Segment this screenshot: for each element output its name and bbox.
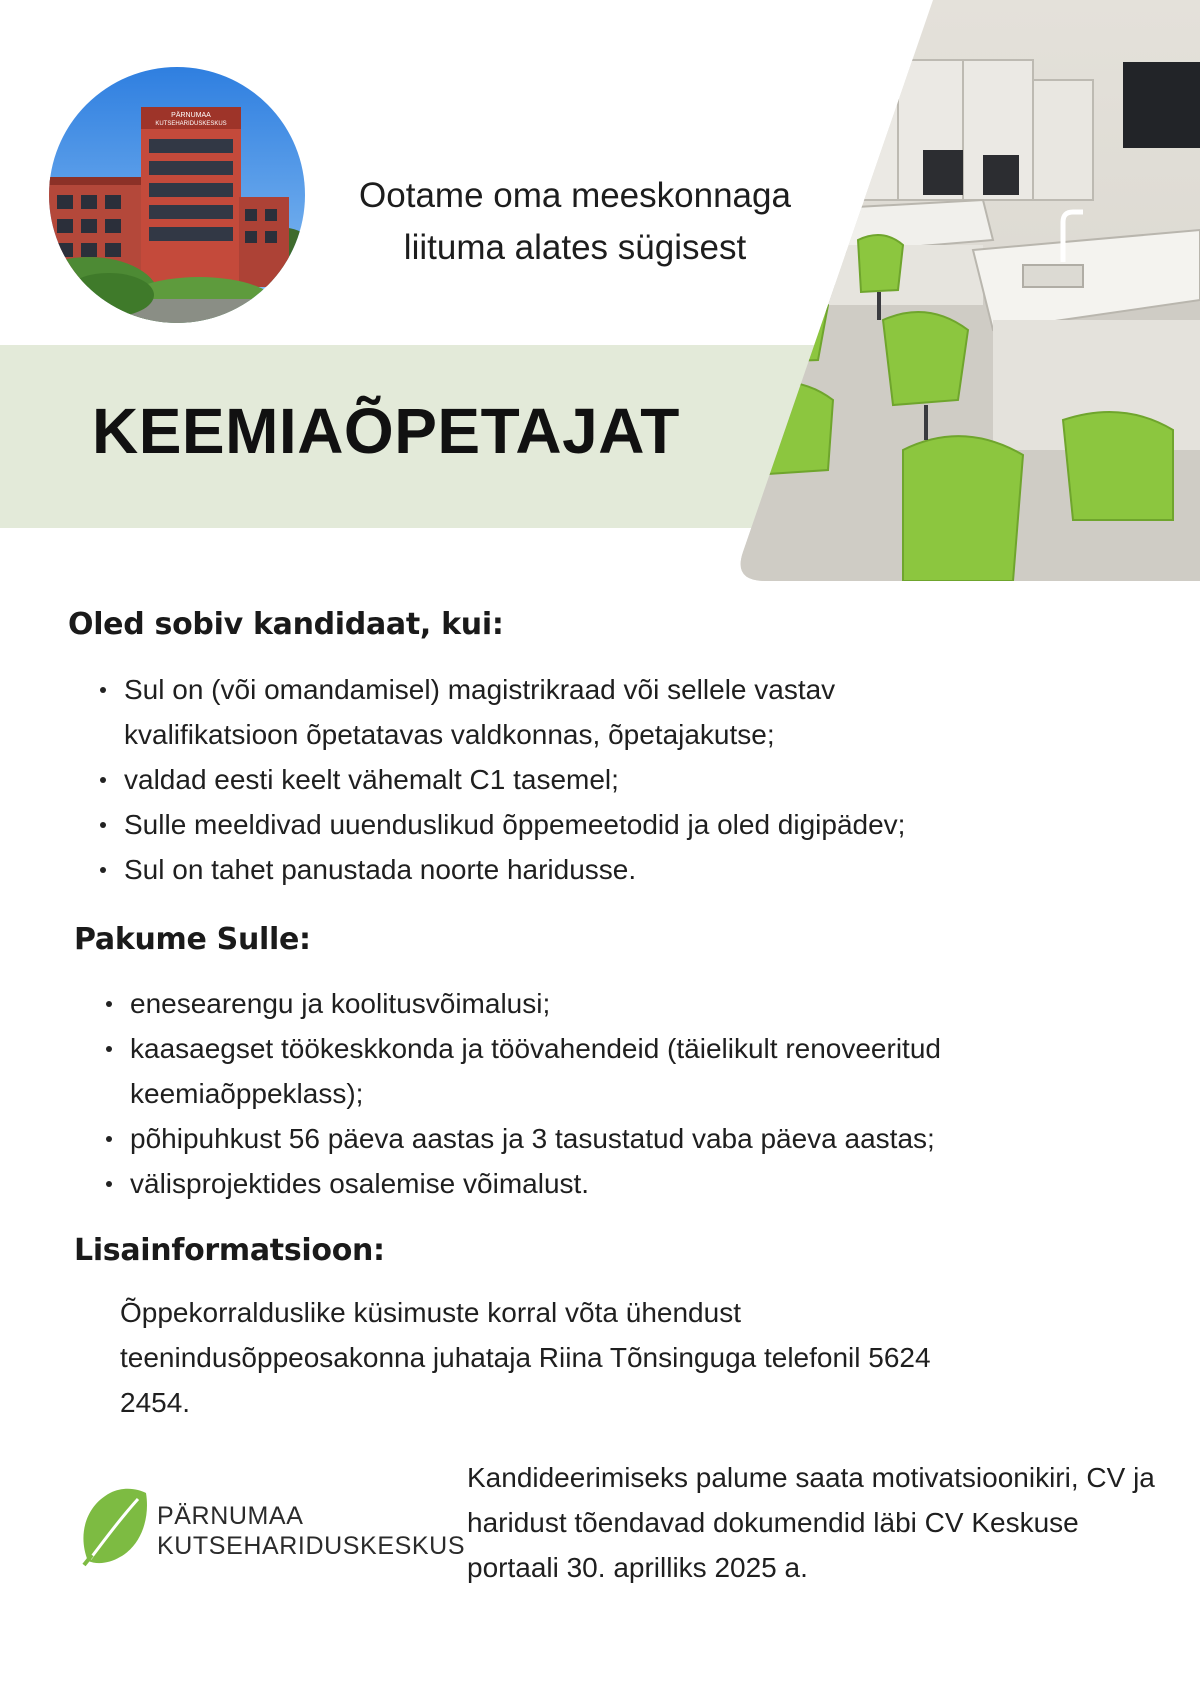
logo-line-1: PÄRNUMAA: [157, 1502, 304, 1530]
classroom-photo: [733, 0, 1200, 581]
job-title: KEEMIAÕPETAJAT: [92, 395, 680, 467]
leaf-icon: [80, 1487, 150, 1567]
building-sign-line1: PÄRNUMAA: [171, 112, 211, 119]
offer-heading: Pakume Sulle:: [74, 922, 311, 957]
application-instructions: Kandideerimiseks palume saata motivatsioonikiri, CV ja haridust tõendavad dokumendid läbi CV Keskuse portaali 30. aprilliks 2025 a.: [467, 1462, 1155, 1583]
list-item: põhipuhkust 56 päeva aastas ja 3 tasustatud vaba päeva aastas;: [102, 1116, 1092, 1161]
additional-info-heading: Lisainformatsioon:: [74, 1233, 385, 1268]
list-item: valdad eesti keelt vähemalt C1 tasemel;: [96, 757, 996, 802]
school-building-photo: [49, 67, 305, 323]
list-item: välisprojektides osalemise võimalust.: [102, 1161, 1092, 1206]
building-sign-line2: KUTSEHARIDUSKESKUS: [155, 121, 227, 127]
list-item: enesearengu ja koolitusvõimalusi;: [102, 981, 1092, 1026]
requirements-heading: Oled sobiv kandidaat, kui:: [68, 607, 504, 642]
list-item: Sul on (või omandamisel) magistrikraad või sellele vastav kvalifikatsioon õpetatavas valdkonnas, õpetajakutse;: [96, 667, 996, 757]
school-logo: [80, 1483, 466, 1573]
offer-list: [102, 981, 1092, 1206]
requirements-list: [96, 667, 996, 892]
list-item: kaasaegset töökeskkonda ja töövahendeid (täielikult renoveeritud keemiaõppeklass);: [102, 1026, 1092, 1116]
tagline-line-1: Ootame oma meeskonnaga: [359, 176, 791, 215]
tagline-line-2: liituma alates sügisest: [403, 228, 747, 267]
logo-text: [157, 1501, 465, 1561]
list-item: Sul on tahet panustada noorte haridusse.: [96, 847, 996, 892]
additional-info-text: Õppekorralduslike küsimuste korral võta ühendust teenindusõppeosakonna juhataja Riina Tõnsinguga telefonil 5624 2454.: [120, 1297, 931, 1418]
logo-line-2: KUTSEHARIDUSKESKUS: [157, 1532, 466, 1560]
list-item: Sulle meeldivad uuenduslikud õppemeetodid ja oled digipädev;: [96, 802, 996, 847]
